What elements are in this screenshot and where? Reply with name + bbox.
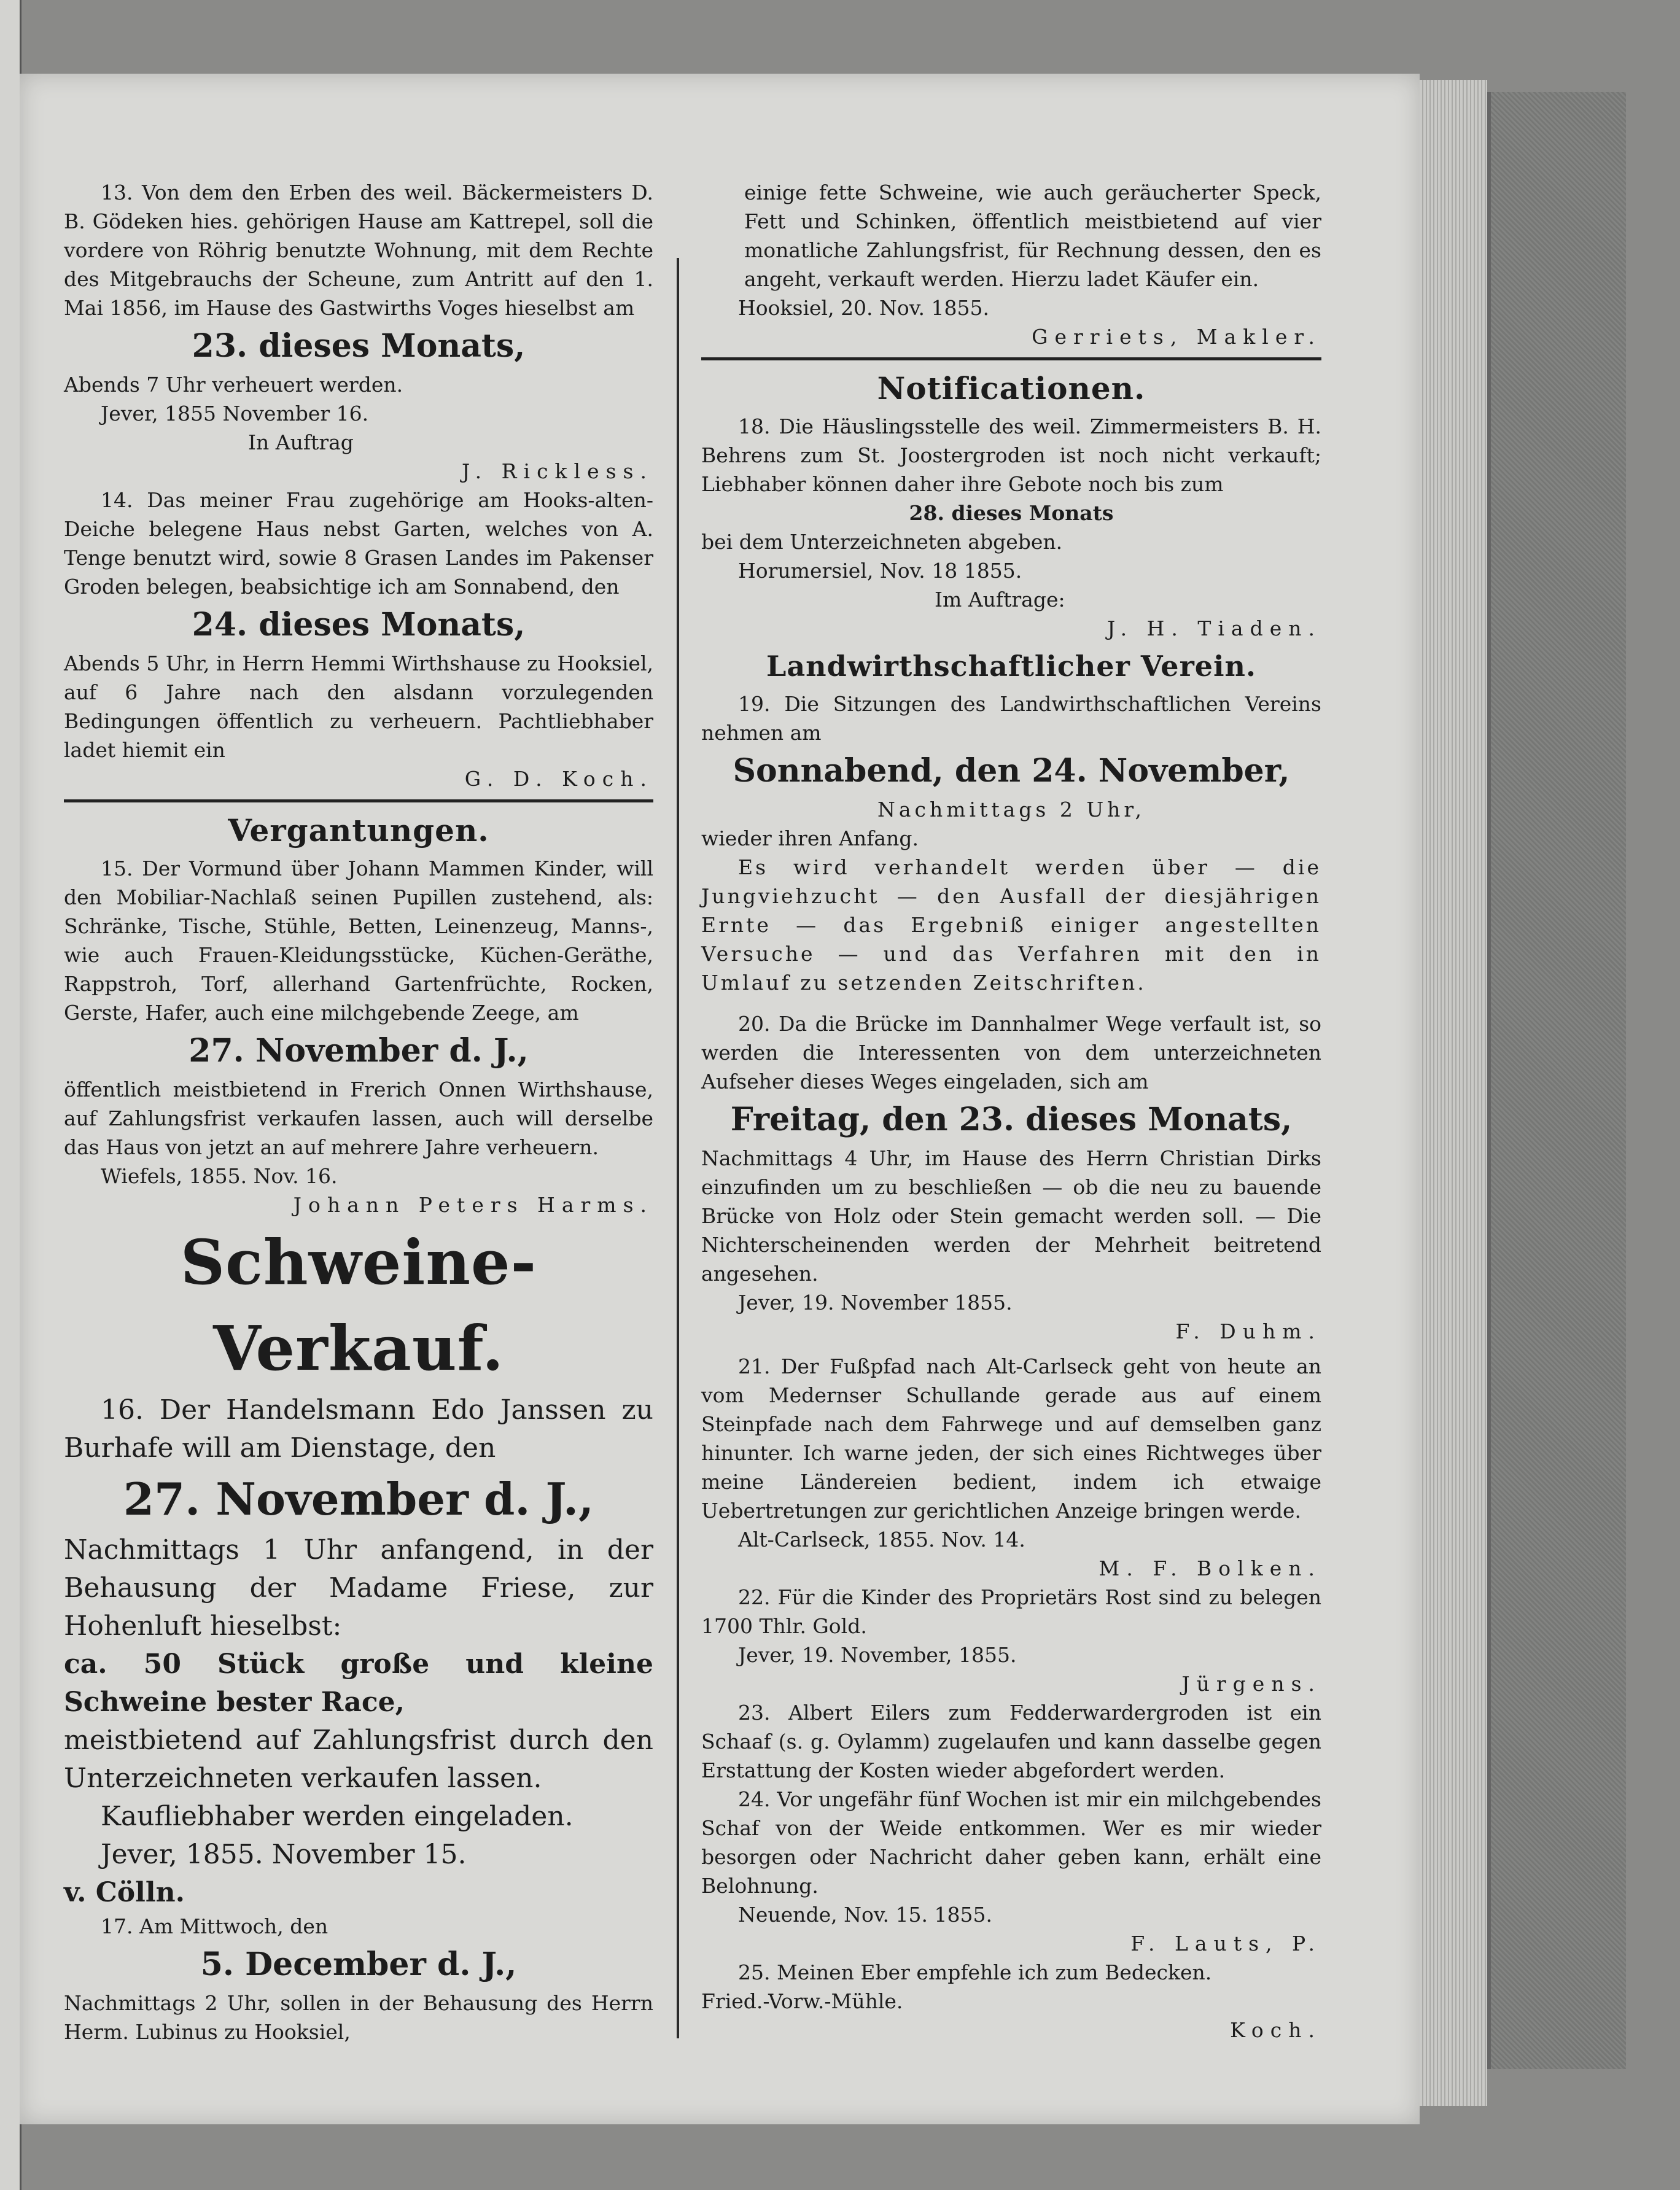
ad-14	[64, 486, 653, 793]
ad-18-body: 18. Die Häuslingsstelle des weil. Zimmermeisters B. H. Behrens zum St. Joostergroden ist noch nicht verkauft; Liebhaber können daher ihre Gebote noch bis zum	[701, 414, 1321, 496]
ad-23	[701, 1698, 1321, 1785]
ad-17-cont-body: einige fette Schweine, wie auch geräucherter Speck, Fett und Schinken, öffentlich meistbietend auf vier monatliche Zahlungsfrist, für Rechnung dessen, den es angeht, verkauft werden. Hierzu ladet Käufer ein.	[744, 181, 1321, 291]
vergantungen-section	[64, 807, 653, 1219]
vergantungen-title: Vergantungen.	[228, 812, 489, 848]
ad-14-date: 24. dieses Monats,	[192, 606, 526, 643]
ad-24	[701, 1785, 1321, 1958]
ad-16-after1: Nachmittags 1 Uhr anfangend, in der Behausung der Madame Friese, zur Hohenluft hieselbst:	[64, 1534, 653, 1642]
ad-25-body: 25. Meinen Eber empfehle ich zum Bedecken.	[738, 1960, 1212, 1984]
ad-19-body: 19. Die Sitzungen des Landwirthschaftlichen Vereins nehmen am	[701, 692, 1321, 745]
ad-24-place: Neuende, Nov. 15. 1855.	[738, 1903, 992, 1927]
ad-16-offer: ca. 50 Stück große und kleine Schweine bester Race,	[64, 1648, 653, 1718]
ad-19-time: Nachmittags 2 Uhr,	[877, 798, 1146, 821]
ad-17-after: Nachmittags 2 Uhr, sollen in der Behausung des Herrn Herm. Lubinus zu Hooksiel,	[64, 1991, 653, 2044]
ad-15-place: Wiefels, 1855. Nov. 16.	[101, 1164, 338, 1188]
ad-21-sign: M. F. Bolken.	[1099, 1556, 1321, 1580]
ad-13-after: Abends 7 Uhr verheuert werden.	[64, 373, 403, 397]
left-column	[64, 178, 653, 2046]
ad-13	[64, 178, 653, 486]
ad-22-place: Jever, 19. November, 1855.	[738, 1643, 1017, 1667]
ad-17-body: 17. Am Mittwoch, den	[101, 1914, 329, 1938]
ad-20-sign: F. Duhm.	[1175, 1319, 1321, 1343]
ad-22-sign: Jürgens.	[1181, 1672, 1321, 1696]
previous-page-edge	[0, 0, 21, 2190]
ad-17-cont-sign: Gerriets, Makler.	[1032, 325, 1321, 349]
ad-25-sign: Koch.	[1230, 2018, 1321, 2042]
ad-13-sign: J. Rickless.	[462, 459, 653, 483]
notificationen-title: Notificationen.	[877, 370, 1146, 406]
ad-16-after2: meistbietend auf Zahlungsfrist durch den Unterzeichneten verkaufen lassen.	[64, 1725, 653, 1794]
ad-16-body: 16. Der Handelsmann Edo Janssen zu Burhafe will am Dienstage, den	[64, 1394, 653, 1464]
ad-15-body: 15. Der Vormund über Johann Mammen Kinder, will den Mobiliar-Nachlaß seinen Pupillen zustehend, als: Schränke, Tische, Stühle, Betten, Leinenzeug, Manns-, wie auch Frauen-Kleidungsstücke, Küchen-Geräthe, Rappstroh, Torf, allerhand Gartenfrüchte, Rocken, Gerste, Hafer, auch eine milchgebende Zeege, am	[64, 856, 653, 1025]
page-edge-stack	[1420, 80, 1487, 2106]
ad-22	[701, 1583, 1321, 1698]
ad-18-after: bei dem Unterzeichneten abgeben.	[701, 530, 1063, 554]
ad-20	[701, 1009, 1321, 1346]
ad-14-body: 14. Das meiner Frau zugehörige am Hooks-alten-Deiche belegene Haus nebst Garten, welches von A. Tenge benutzt wird, sowie 8 Grasen Landes im Pakenser Groden belegen, beabsichtige ich am Sonnabend, den	[64, 488, 653, 599]
section-rule	[701, 357, 1321, 360]
column-divider	[677, 258, 679, 2038]
ad-22-body: 22. Für die Kinder des Proprietärs Rost sind zu belegen 1700 Thlr. Gold.	[701, 1585, 1321, 1638]
ad-20-body: 20. Da die Brücke im Dannhalmer Wege verfault ist, so werden die Interessenten von dem unterzeichneten Aufseher dieses Weges eingeladen, sich am	[701, 1012, 1321, 1093]
ad-16-invite: Kaufliebhaber werden eingeladen.	[101, 1801, 574, 1832]
ad-19-topics: Es wird verhandelt werden über — die Jungviehzucht — den Ausfall der diesjährigen Ernte — das Ergebniß einiger angestellten Versuche — und das Verfahren mit den in Umlauf zu setzenden Zeitschriften.	[701, 855, 1321, 995]
ad-21-place: Alt-Carlseck, 1855. Nov. 14.	[738, 1528, 1025, 1551]
ad-15-date: 27. November d. J.,	[189, 1032, 529, 1070]
ad-13-body: 13. Von dem den Erben des weil. Bäckermeisters D. B. Gödeken hies. gehörigen Hause am Kattrepel, soll die vordere von Röhrig benutzte Wohnung, mit dem Rechte des Mitgebrauchs der Scheune, zum Antritt auf den 1. Mai 1856, im Hause des Gastwirths Voges hieselbst am	[64, 181, 653, 320]
ad-25-place: Fried.-Vorw.-Mühle.	[701, 1989, 903, 2013]
section-rule	[64, 799, 653, 802]
ad-20-place: Jever, 19. November 1855.	[738, 1291, 1013, 1314]
ad-20-date: Freitag, den 23. dieses Monats,	[730, 1101, 1293, 1138]
ad-16-date: 27. November d. J.,	[123, 1473, 594, 1525]
ad-14-sign: G. D. Koch.	[464, 767, 653, 791]
ad-15-after: öffentlich meistbietend in Frerich Onnen Wirthshause, auf Zahlungsfrist verkaufen lassen, auch will derselbe das Haus von jetzt an auf mehrere Jahre verheuern.	[64, 1078, 653, 1159]
ad-21-body: 21. Der Fußpfad nach Alt-Carlseck geht von heute an vom Medernser Schullande gerade aus auf einem Steinpfade nach dem Fahrwege und auf demselben ganz hinunter. Ich warne jeden, der sich eines Richtweges über meine Ländereien bedient, indem ich etwaige Uebertretungen zur gerichtlichen Anzeige bringen werde.	[701, 1354, 1321, 1523]
ad-17	[64, 1912, 653, 2046]
ad-18-sign: J. H. Tiaden.	[1106, 616, 1321, 640]
right-column	[701, 178, 1321, 2044]
book-cover	[1487, 92, 1626, 2069]
ad-15-sign: Johann Peters Harms.	[293, 1193, 653, 1217]
notificationen-section	[701, 365, 1321, 643]
ad-24-sign: F. Lauts, P.	[1130, 1932, 1321, 1955]
ad-19-after: wieder ihren Anfang.	[701, 826, 919, 850]
ad-20-after: Nachmittags 4 Uhr, im Hause des Herrn Christian Dirks einzufinden um zu beschließen — ob die neu zu bauende Brücke von Holz oder Stein gemacht werden soll. — Die Nichterscheinenden werden der Mehrheit beitretend angesehen.	[701, 1146, 1321, 1286]
ad-21	[701, 1352, 1321, 1583]
ad-13-date: 23. dieses Monats,	[192, 327, 526, 365]
ad-13-place: Jever, 1855 November 16.	[101, 402, 369, 425]
ad-23-body: 23. Albert Eilers zum Fedderwardergroden ist ein Schaaf (s. g. Oylamm) zugelaufen und kann dasselbe gegen Erstattung der Kosten wieder abgefordert werden.	[701, 1701, 1321, 1782]
ad-17-cont-place: Hooksiel, 20. Nov. 1855.	[738, 296, 989, 320]
ad-18-auftrag: Im Auftrage:	[935, 588, 1065, 612]
ad-16-place: Jever, 1855. November 15.	[101, 1839, 467, 1870]
ad-17-continued	[701, 178, 1321, 351]
verein-section	[701, 643, 1321, 997]
ad-17-date: 5. December d. J.,	[200, 1946, 517, 1983]
ad-13-auftrag: In Auftrag	[248, 430, 354, 454]
ad-18-place: Horumersiel, Nov. 18 1855.	[738, 559, 1022, 583]
schweine-title: Schweine-Verkauf.	[180, 1226, 537, 1384]
schweine-verkauf	[64, 1219, 653, 1912]
verein-title: Landwirthschaftlicher Verein.	[766, 650, 1257, 683]
ad-25	[701, 1958, 1321, 2044]
ad-16-sign: v. Cölln.	[64, 1877, 185, 1908]
ad-14-after: Abends 5 Uhr, in Herrn Hemmi Wirthshause zu Hooksiel, auf 6 Jahre nach den alsdann vorzulegenden Bedingungen öffentlich zu verheuern. Pachtliebhaber ladet hiemit ein	[64, 651, 653, 762]
ad-19-date: Sonnabend, den 24. November,	[733, 752, 1290, 790]
newspaper-page	[20, 74, 1420, 2124]
ad-24-body: 24. Vor ungefähr fünf Wochen ist mir ein milchgebendes Schaf von der Weide entkommen. Wer es mir wieder besorgen oder Nachricht daher geben kann, erhält eine Belohnung.	[701, 1787, 1321, 1898]
ad-18-date: 28. dieses Monats	[909, 501, 1114, 525]
